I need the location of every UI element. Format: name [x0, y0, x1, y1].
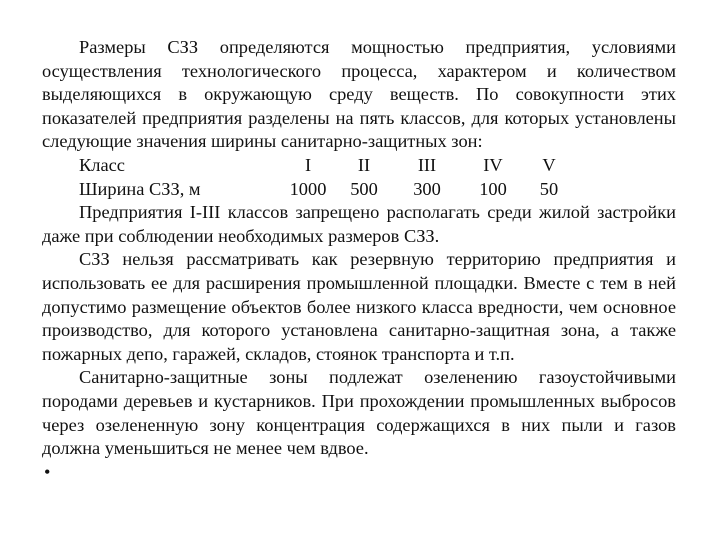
- width-value-4: 100: [479, 178, 507, 199]
- paragraph-class-restriction: Предприятия I-III классов запрещено располагать среди жилой застройки даже при соблюдении необходимых размеров СЗЗ.: [42, 202, 676, 246]
- row-label-class: Класс: [79, 154, 125, 175]
- paragraph-reserve-territory: СЗЗ нельзя рассматривать как резервную территорию предприятия и использовать ее для расширения промышленной площадки. Вместе с тем в ней допустимо размещение объектов более низкого класса вредности, чем основное производство, для которого установлена санитарно-защитная зона, а также пожарных депо, гаражей, складов, стоянок транспорта и т.п.: [42, 249, 676, 364]
- bullet-point: •: [44, 461, 51, 482]
- class-value-2: II: [357, 154, 371, 175]
- width-value-5: 50: [539, 178, 559, 199]
- class-value-3: III: [417, 154, 437, 175]
- width-value-2: 500: [350, 178, 378, 199]
- document-page: [42, 36, 676, 484]
- paragraph-szz-sizes: Размеры СЗЗ определяются мощностью предприятия, условиями осуществления технологического процесса, характером и количеством выделяющихся в окружающую среду веществ. По совокупности этих показателей предприятия разделены на пять классов, для которых установлены следующие значения ширины санитарно-защитных зон:: [42, 37, 676, 152]
- width-value-3: 300: [413, 178, 441, 199]
- class-value-4: IV: [483, 154, 503, 175]
- class-value-5: V: [542, 154, 556, 175]
- width-value-1: 1000: [289, 178, 327, 199]
- table-row-width: [42, 178, 676, 202]
- table-row-class: [42, 154, 676, 178]
- class-value-1: I: [304, 154, 312, 175]
- paragraph-greening: Санитарно-защитные зоны подлежат озеленению газоустойчивыми породами деревьев и кустарников. При прохождении промышленных выбросов через озелененную зону концентрация содержащихся в них пыли и газов должна уменьшиться не менее чем вдвое.: [42, 367, 676, 459]
- row-label-width: Ширина СЗЗ, м: [79, 178, 201, 199]
